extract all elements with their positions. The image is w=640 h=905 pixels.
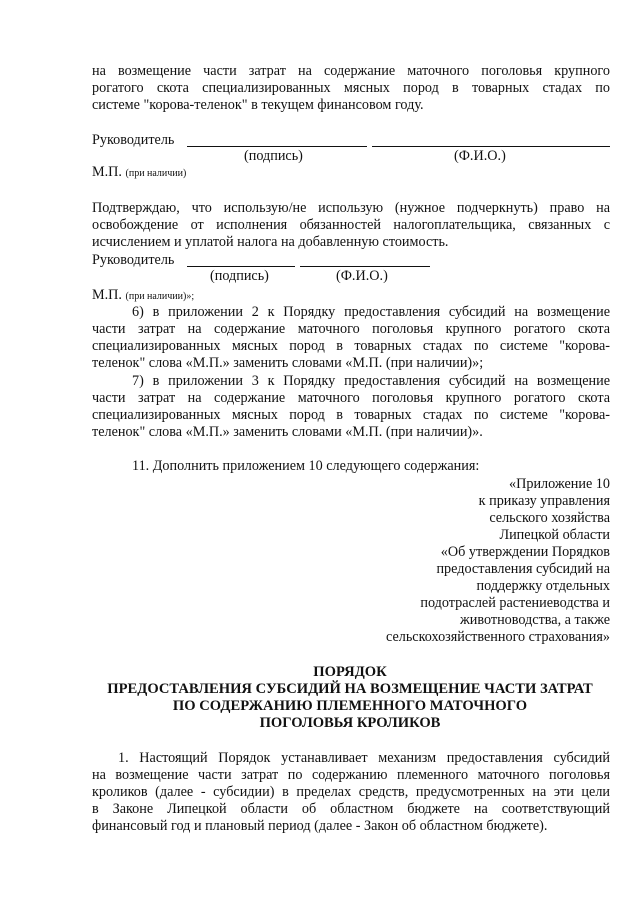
text-line: исчислением и уплатой налога на добавленную стоимость. [92,234,449,250]
appendix-line: «Об утверждении Порядков [440,544,610,560]
appendix-line: к приказу управления [478,493,610,509]
appendix-line: подотраслей растениеводства и [420,595,610,611]
stamp-note: (при наличии)»; [125,291,195,302]
text-line: Подтверждаю, что использую/не использую (нужное подчеркнуть) право на [92,200,610,216]
title-line: ПОГОЛОВЬЯ КРОЛИКОВ [259,715,441,731]
text-line: 7) в приложении 3 к Порядку предоставления субсидий на возмещение [132,373,610,389]
stamp-note: (при наличии) [125,168,187,179]
text-line: системе "корова-теленок" в текущем финансовом году. [92,97,424,113]
appendix-line: животноводства, а также [459,612,610,628]
name-line [300,266,430,267]
appendix-line: сельского хозяйства [489,510,610,526]
stamp-label [92,164,186,182]
title-line: ПОРЯДОК [313,664,387,680]
text-line: освобождение от исполнения обязанностей налогоплательщика, связанных с [92,217,610,233]
text-line: рогатого скота специализированных мясных пород в товарных стадах по [92,80,610,96]
signature-label: Руководитель [92,132,175,148]
text-line: кроликов (далее - субсидии) в пределах средств, предусмотренных на эти цели [92,784,610,800]
signature-caption: (подпись) [244,148,303,164]
text-line: 1. Настоящий Порядок устанавливает механизм предоставления субсидий [118,750,610,766]
appendix-line: поддержку отдельных [476,578,610,594]
text-line: теленок" слова «М.П.» заменить словами «М.П. (при наличии)». [92,424,483,440]
title-line: ПРЕДОСТАВЛЕНИЯ СУБСИДИЙ НА ВОЗМЕЩЕНИЕ ЧАСТИ ЗАТРАТ [107,681,593,697]
text-line: специализированных мясных пород в товарных стадах по системе "корова- [92,338,610,354]
signature-line [187,266,295,267]
stamp-abbrev: М.П. [92,287,122,303]
text-line: на возмещение части затрат по содержанию племенного маточного поголовья [92,767,610,783]
text-line: части затрат на содержание маточного поголовья крупного рогатого скота [92,321,610,337]
signature-line [187,146,367,147]
appendix-line: «Приложение 10 [509,476,610,492]
title-line: ПО СОДЕРЖАНИЮ ПЛЕМЕННОГО МАТОЧНОГО [172,698,528,714]
name-caption: (Ф.И.О.) [454,148,506,164]
name-caption: (Ф.И.О.) [336,268,388,284]
text-line: 6) в приложении 2 к Порядку предоставления субсидий на возмещение [132,304,610,320]
appendix-line: предоставления субсидий на [436,561,610,577]
appendix-line: сельскохозяйственного страхования» [385,629,610,645]
appendix-line: Липецкой области [499,527,610,543]
name-line [372,146,610,147]
text-line: в Законе Липецкой области об областном бюджете на соответствующий [92,801,610,817]
stamp-abbrev: М.П. [92,164,122,180]
signature-label: Руководитель [92,252,175,268]
signature-caption: (подпись) [210,268,269,284]
text-line: на возмещение части затрат на содержание маточного поголовья крупного [92,63,610,79]
text-line: части затрат на содержание маточного поголовья крупного рогатого скота [92,390,610,406]
text-line: теленок" слова «М.П.» заменить словами «М.П. (при наличии)»; [92,355,484,371]
text-line: финансовый год и плановый период (далее - Закон об областном бюджете). [92,818,548,834]
item-11: 11. Дополнить приложением 10 следующего содержания: [132,458,480,474]
stamp-label [92,287,194,305]
text-line: специализированных мясных пород в товарных стадах по системе "корова- [92,407,610,423]
